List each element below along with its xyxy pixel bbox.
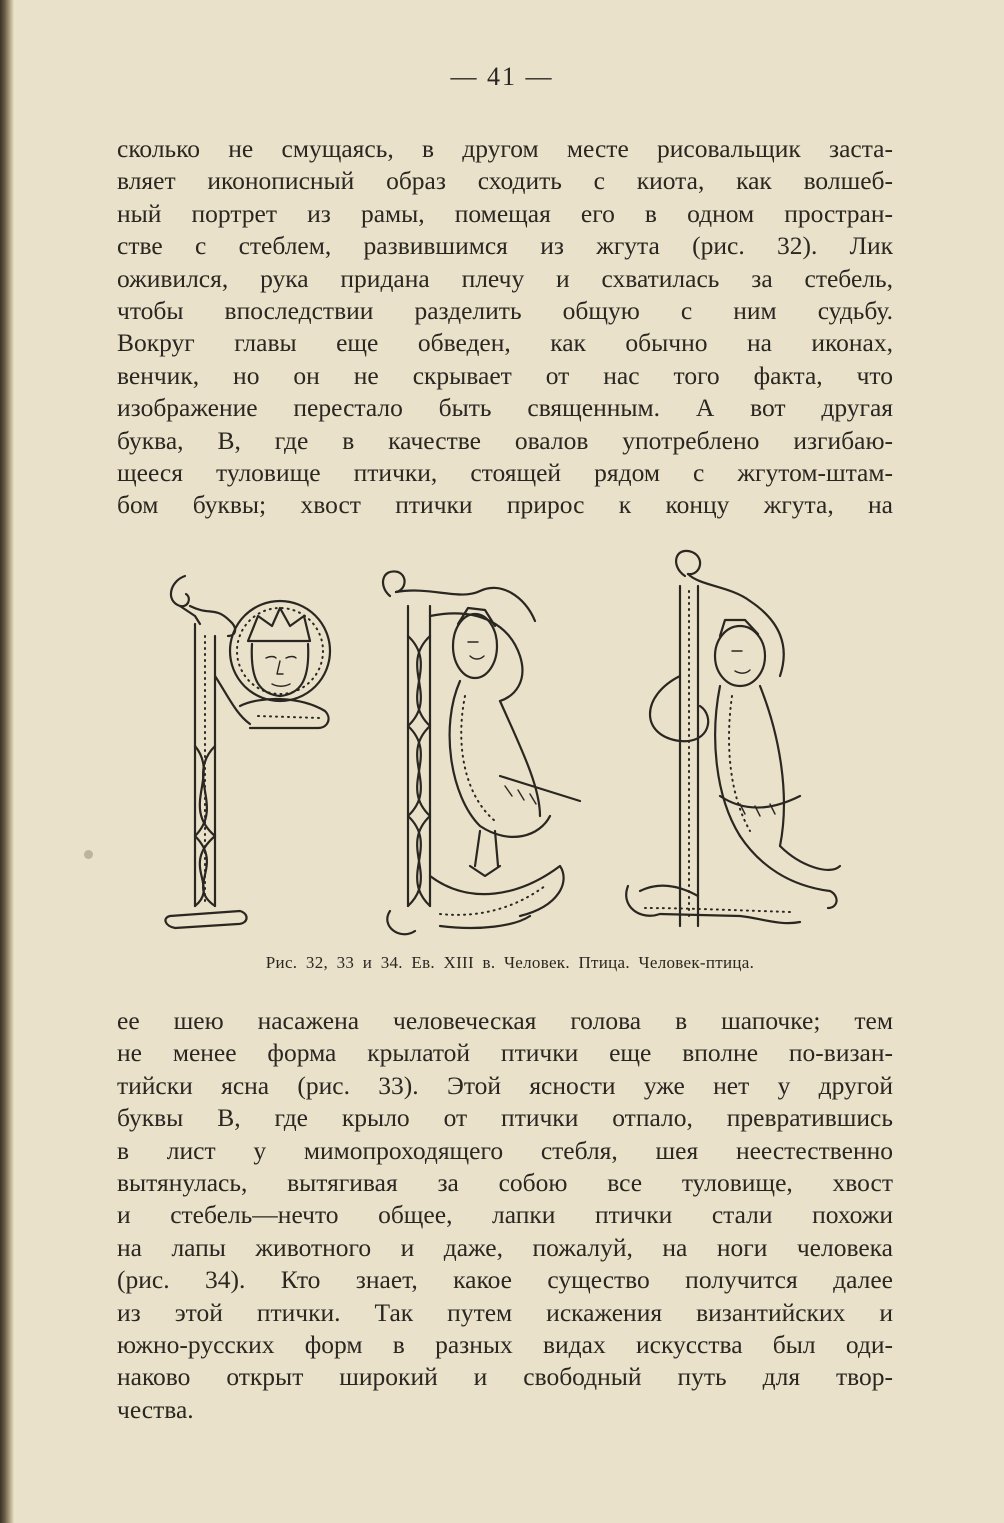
text-line: (рис. 34). Кто знает, какое существо получится далее (117, 1265, 893, 1295)
text-line: в лист у мимопроходящего стебля, шея неестественно (117, 1135, 893, 1165)
text-line: Вокруг главы еще обведен, как обычно на иконах, (117, 328, 893, 358)
figures-illustration (140, 546, 880, 946)
text-line: тийски ясна (рис. 33). Этой ясности уже нет у другой (117, 1070, 893, 1100)
paragraph-1 (117, 133, 893, 522)
paragraph-2 (117, 1005, 893, 1426)
text-line: ный портрет из рамы, помещая его в одном простран- (117, 198, 893, 228)
text-line: наково открыт широкий и свободный путь для твор- (117, 1362, 893, 1392)
text-line: оживился, рука придана плечу и схватилась за стебель, (117, 263, 893, 293)
page-number: — 41 — (450, 62, 554, 91)
figure-group (140, 546, 880, 946)
text-line: из этой птички. Так путем искажения византийских и (117, 1297, 893, 1327)
text-line: южно-русских форм в разных видах искусства был оди- (117, 1329, 893, 1359)
paper-stain (84, 850, 93, 859)
text-line: ее шею насажена человеческая голова в шапочке; тем (117, 1006, 893, 1035)
text-line: бом буквы; хвост птички прирос к концу жгута, на (117, 490, 893, 520)
figure-caption: Рис. 32, 33 и 34. Ев. XIII в. Человек. Птица. Человек-птица. (265, 953, 755, 972)
text-line: на лапы животного и даже, пожалуй, на ноги человека (117, 1232, 893, 1262)
text-line: чтобы впоследствии разделить общую с ним судьбу. (117, 295, 893, 325)
fig-34-initial-man-bird (626, 551, 840, 926)
fig-32-initial-man (165, 576, 330, 928)
text-line: изображение перестало быть священным. А вот другая (117, 393, 893, 423)
text-line: венчик, но он не скрывает от нас того факта, что (117, 360, 893, 390)
text-line: буква, В, где в качестве овалов употреблено изгибаю- (117, 425, 893, 455)
text-line: вляет иконописный образ сходить с киота, как волшеб- (117, 166, 893, 196)
text-line: буквы В, где крыло от птички отпало, превратившись (117, 1103, 893, 1133)
text-line: вытянулась, вытягивая за собою все туловище, хвост (117, 1167, 893, 1197)
text-line: и стебель—нечто общее, лапки птички стали похожи (117, 1200, 893, 1230)
text-line: стве с стеблем, развившимся из жгута (рис. 32). Лик (117, 231, 893, 261)
text-line: не менее форма крылатой птички еще вполне по-визан- (117, 1038, 893, 1068)
page-binding-edge (0, 0, 14, 1523)
text-line: сколько не смущаясь, в другом месте рисовальщик заста- (117, 134, 893, 163)
fig-33-initial-bird (383, 571, 580, 934)
text-line: чества. (117, 1394, 194, 1424)
text-line: щееся туловище птички, стоящей рядом с жгутом-штам- (117, 457, 893, 487)
